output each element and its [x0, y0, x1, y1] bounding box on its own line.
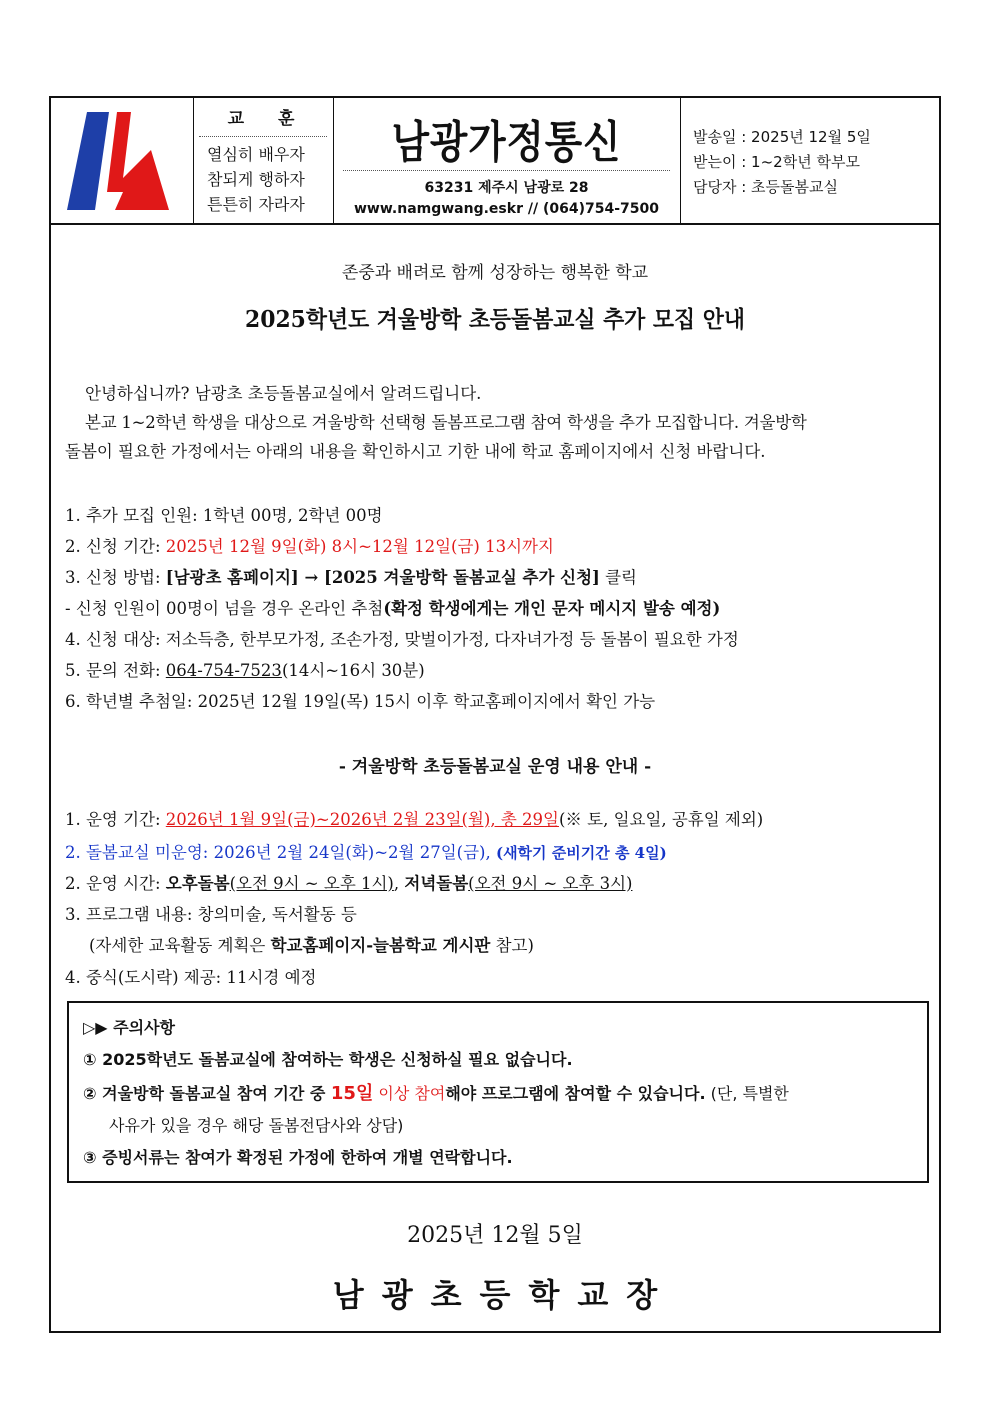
notice-item-2 [83, 1079, 789, 1105]
school-slogan: 존중과 배려로 함께 성장하는 행복한 학교 [341, 263, 649, 283]
label: 2. 운영 시간: [65, 874, 166, 893]
recruit-item-3 [65, 564, 637, 588]
send-date: 발송일 : 2025년 12월 5일 [693, 128, 871, 146]
info-cell [680, 98, 939, 223]
divider [199, 136, 327, 137]
motto-line: 열심히 배우자 [207, 145, 305, 164]
board-link[interactable]: 학교홈페이지-늘봄학교 게시판 [270, 936, 491, 955]
divider [343, 170, 670, 171]
closed-period: 2. 돌봄교실 미운영: 2026년 2월 24일(화)~2월 27일(금), [65, 843, 496, 862]
contact-phone[interactable]: 064-754-7523 [165, 661, 282, 680]
motto-lines [207, 142, 305, 217]
intro-line-1: 안녕하십니까? 남광초 초등돌봄교실에서 알려드립니다. [85, 384, 482, 403]
sms-note: (확정 학생에게는 개인 문자 메시지 발송 예정) [383, 599, 721, 618]
application-period: 2025년 12월 9일(화) 8시~12월 12일(금) 13시까지 [165, 537, 554, 556]
label-tail: 클릭 [599, 568, 637, 587]
motto-line: 튼튼히 자라자 [207, 195, 305, 214]
label: 5. 문의 전화: [65, 661, 166, 680]
period-note: (※ 토, 일요일, 공휴일 제외) [558, 810, 764, 829]
newsletter-title: 남광가정통신 [391, 117, 622, 168]
recruit-item-6: 6. 학년별 추첨일: 2025년 12월 19일(목) 15시 이후 학교홈페이지에서 확인 가능 [65, 692, 656, 711]
label: 1. 운영 기간: [65, 810, 166, 829]
footer-date: 2025년 12월 5일 [407, 1223, 583, 1248]
afternoon-hours: (오전 9시 ~ 오후 1시) [229, 874, 394, 893]
ops-item-4: 3. 프로그램 내용: 창의미술, 독서활동 등 [65, 905, 357, 924]
motto-title: 교 훈 [227, 109, 309, 129]
intro-line-3: 돌봄이 필요한 가정에서는 아래의 내용을 확인하시고 기한 내에 학교 홈페이지에서 신청 바랍니다. [65, 442, 766, 461]
operation-period: 2026년 1월 9일(금)~2026년 2월 23일(월), 총 29일 [165, 810, 559, 829]
label: 3. 신청 방법: [65, 568, 166, 587]
operations-heading: - 겨울방학 초등돌봄교실 운영 내용 안내 - [338, 757, 652, 777]
send-info [693, 125, 871, 200]
notice-box [67, 1001, 929, 1183]
title-cell [333, 98, 681, 223]
notice-text: ② 겨울방학 돌봄교실 참여 기간 중 [83, 1084, 331, 1103]
separator: , [393, 874, 405, 893]
evening-care: 저녁돌봄 [404, 874, 469, 893]
principal-signature: 남광초등학교장 [332, 1276, 676, 1314]
ops-item-4-sub [89, 932, 534, 956]
ops-item-2 [65, 839, 667, 863]
recruit-item-5 [65, 657, 425, 681]
label: 2. 신청 기간: [65, 537, 166, 556]
notice-item-3: ③ 증빙서류는 참여가 확정된 가정에 한하여 개별 연락합니다. [83, 1148, 513, 1167]
notice-text: 해야 프로그램에 참여할 수 있습니다. [445, 1084, 706, 1103]
notice-item-2-cont: 사유가 있을 경우 해당 돌봄전담사와 상담) [109, 1116, 404, 1135]
school-address: 63231 제주시 남광로 28 [424, 180, 589, 196]
recruit-item-4: 4. 신청 대상: 저소득층, 한부모가정, 조손가정, 맞벌이가정, 다자녀가정 등 돌봄이 필요한 가정 [65, 630, 739, 649]
min-days: 15일 [330, 1083, 374, 1104]
intro-line-2: 본교 1~2학년 학생을 대상으로 겨울방학 선택형 돌봄프로그램 참여 학생을 추가 모집합니다. 겨울방학 [85, 413, 807, 432]
school-logo [51, 98, 193, 223]
min-days-tail: 이상 참여 [373, 1084, 446, 1103]
ops-item-3 [65, 870, 632, 894]
page-title: 2025학년도 겨울방학 초등돌봄교실 추가 모집 안내 [245, 306, 745, 333]
ops-item-1 [65, 806, 763, 830]
notice-title: ▷▶ 주의사항 [83, 1018, 176, 1037]
recruit-item-3-sub [65, 595, 720, 619]
document-frame [49, 96, 941, 1333]
logo-cell [51, 98, 194, 223]
motto-line: 참되게 행하자 [207, 170, 305, 189]
contact-hours: (14시~16시 30분) [281, 661, 425, 680]
contact-person: 담당자 : 초등돌봄교실 [693, 178, 839, 196]
recruit-item-2 [65, 533, 554, 557]
afternoon-care: 오후돌봄 [165, 874, 230, 893]
lottery-note: - 신청 인원이 00명이 넘을 경우 온라인 추첨 [65, 599, 384, 618]
notice-item-1: ① 2025학년도 돌봄교실에 참여하는 학생은 신청하실 필요 없습니다. [83, 1050, 573, 1069]
evening-hours: (오전 9시 ~ 오후 3시) [468, 874, 633, 893]
recipient: 받는이 : 1~2학년 학부모 [693, 153, 860, 171]
ops-item-5: 4. 중식(도시락) 제공: 11시경 예정 [65, 968, 317, 987]
recruit-item-1: 1. 추가 모집 인원: 1학년 00명, 2학년 00명 [65, 506, 383, 525]
detail-tail: 참고) [490, 936, 534, 955]
newsletter-header [51, 98, 939, 225]
detail-note: (자세한 교육활동 계획은 [89, 936, 271, 955]
application-method: [남광초 홈페이지] → [2025 겨울방학 돌봄교실 추가 신청] [165, 568, 600, 587]
exception-note: (단, 특별한 [705, 1084, 789, 1103]
closed-note: (새학기 준비기간 총 4일) [495, 844, 667, 862]
school-website[interactable]: www.namgwang.eskr // (064)754-7500 [354, 201, 659, 217]
motto-cell [193, 98, 334, 223]
